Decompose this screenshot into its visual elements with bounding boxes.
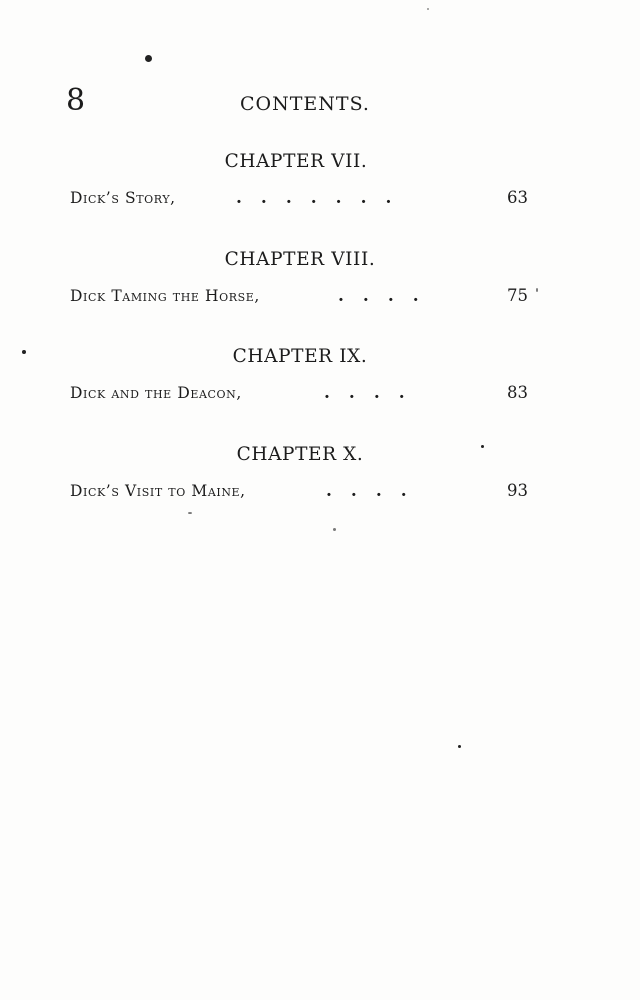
entry-title: Dick’s Story, — [70, 189, 176, 207]
entry-title: Dick’s Visit to Maine, — [70, 482, 246, 500]
entry-page-number: 75 — [507, 286, 528, 305]
dot-leader: .... — [338, 286, 438, 306]
ink-speck — [427, 8, 429, 10]
dot-leader: ....... — [236, 188, 411, 208]
entry-page-number: 63 — [507, 188, 528, 207]
toc-entry — [70, 479, 528, 503]
chapter-heading: CHAPTER IX. — [232, 346, 368, 367]
chapter-vii — [0, 150, 640, 220]
page-header — [0, 84, 640, 124]
entry-title: Dick and the Deacon, — [70, 384, 242, 402]
toc-entry — [70, 381, 528, 405]
dot-leader: .... — [324, 383, 424, 403]
ink-speck — [22, 350, 26, 354]
chapter-viii — [0, 248, 640, 318]
page-number: 8 — [66, 83, 86, 118]
ink-speck — [333, 528, 336, 531]
ink-speck — [536, 288, 538, 292]
ink-speck — [481, 445, 484, 448]
entry-page-number: 83 — [507, 383, 528, 402]
chapter-heading: CHAPTER X. — [236, 444, 364, 465]
toc-entry — [70, 284, 528, 308]
entry-page-number: 93 — [507, 481, 528, 500]
ink-speck — [458, 745, 461, 748]
running-head: CONTENTS. — [240, 93, 370, 115]
chapter-heading: CHAPTER VIII. — [224, 249, 376, 270]
dot-leader: .... — [326, 481, 426, 501]
chapter-heading: CHAPTER VII. — [224, 151, 368, 172]
ink-speck — [188, 512, 192, 514]
toc-entry — [70, 186, 528, 210]
chapter-x — [0, 443, 640, 513]
chapter-ix — [0, 345, 640, 415]
entry-title: Dick Taming the Horse, — [70, 287, 260, 305]
ink-speck — [145, 55, 152, 62]
